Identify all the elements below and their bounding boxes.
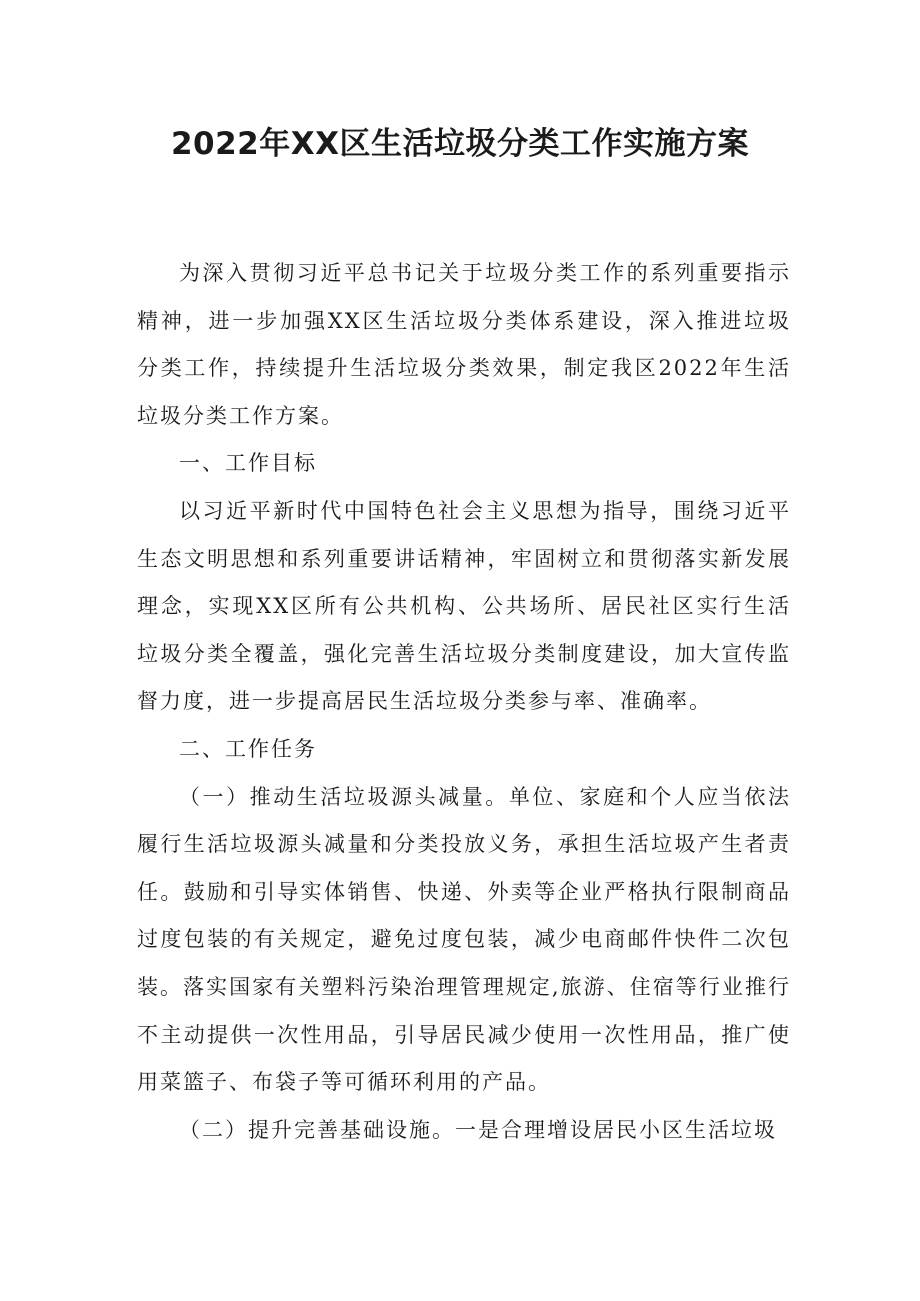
section-heading-goals: 一、工作目标 [179,451,317,476]
task-paragraph-2: （二）提升完善基础设施。一是合理增设居民小区生活垃圾 [179,1117,777,1142]
section-heading-tasks: 二、工作任务 [179,736,317,761]
document-body [137,250,791,1154]
intro-paragraph: 为深入贯彻习近平总书记关于垃圾分类工作的系列重要指示精神，进一步加强XX区生活垃圾分类体系建设，深入推进垃圾分类工作，持续提升生活垃圾分类效果，制定我区2022年生活垃圾分类工作方案。 [137,261,791,428]
document-title: 2022年XX区生活垃圾分类工作实施方案 [170,126,750,162]
task-paragraph-1: （一）推动生活垃圾源头减量。单位、家庭和个人应当依法履行生活垃圾源头减量和分类投放义务，承担生活垃圾产生者责任。鼓励和引导实体销售、快递、外卖等企业严格执行限制商品过度包装的有关规定，避免过度包装，减少电商邮件快件二次包装。落实国家有关塑料污染治理管理规定,旅游、住宿等行业推行不主动提供一次性用品，引导居民减少使用一次性用品，推广使用菜篮子、布袋子等可循环利用的产品。 [137,784,791,1095]
goals-paragraph: 以习近平新时代中国特色社会主义思想为指导，围绕习近平生态文明思想和系列重要讲话精神，牢固树立和贯彻落实新发展理念，实现XX区所有公共机构、公共场所、居民社区实行生活垃圾分类全覆盖，强化完善生活垃圾分类制度建设，加大宣传监督力度，进一步提高居民生活垃圾分类参与率、准确率。 [137,498,791,714]
